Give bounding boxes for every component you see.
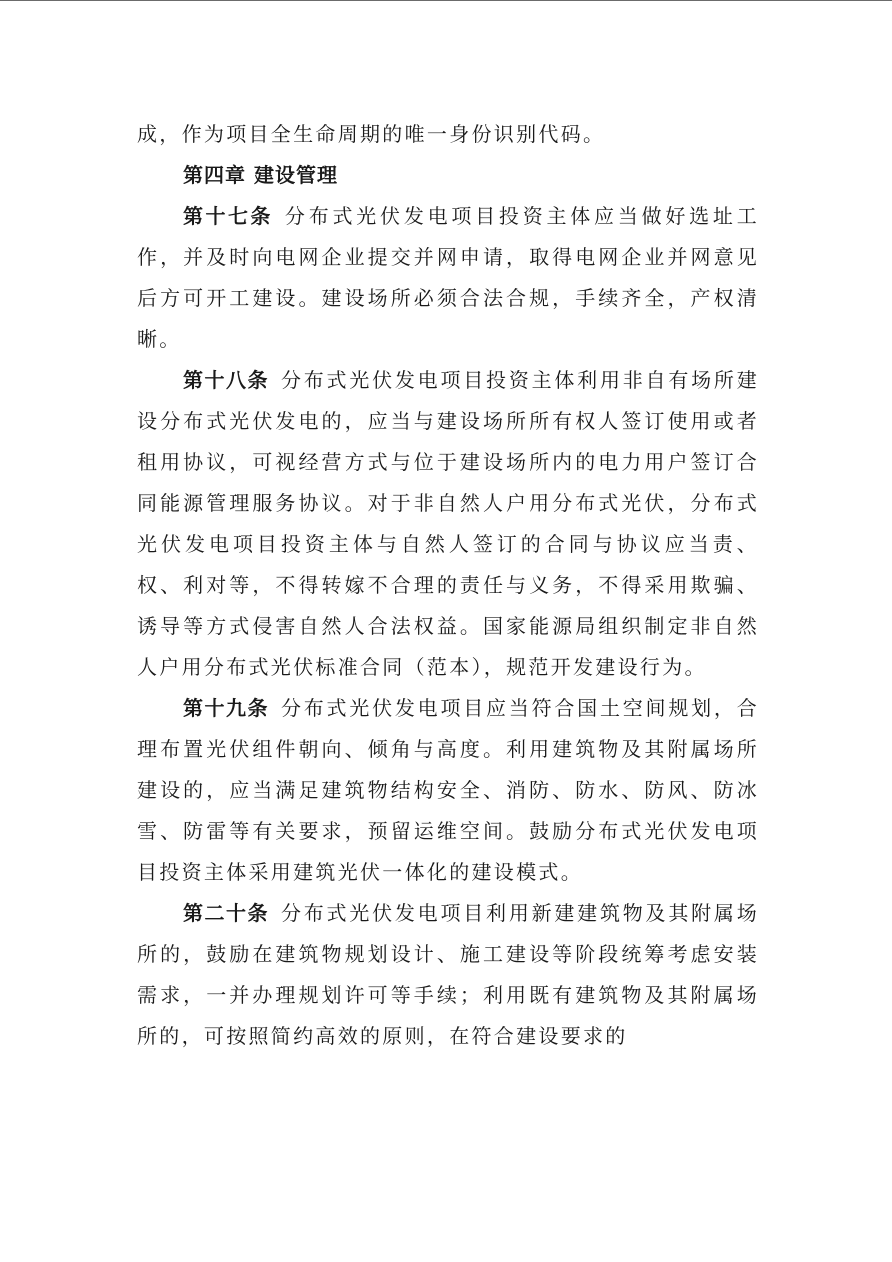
article-20	[137, 893, 759, 1057]
continuation-paragraph: 成，作为项目全生命周期的唯一身份识别代码。	[137, 122, 606, 146]
article-text: 分布式光伏发电项目利用新建建筑物及其附属场所的，鼓励在建筑物规划设计、施工建设等阶段统筹考虑安装需求，一并办理规划许可等手续；利用既有建筑物及其附属场所的，可按照简约高效的原则，在符合建设要求的	[137, 901, 759, 1048]
chapter-heading: 第四章 建设管理	[183, 163, 338, 187]
article-19	[137, 688, 759, 893]
article-number: 第二十条	[183, 901, 269, 925]
article-text: 分布式光伏发电项目投资主体利用非自有场所建设分布式光伏发电的，应当与建设场所所有权人签订使用或者租用协议，可视经营方式与位于建设场所内的电力用户签订合同能源管理服务协议。对于非自然人户用分布式光伏，分布式光伏发电项目投资主体与自然人签订的合同与协议应当责、权、利对等，不得转嫁不合理的责任与义务，不得采用欺骗、诱导等方式侵害自然人合法权益。国家能源局组织制定非自然人户用分布式光伏标准合同（范本），规范开发建设行为。	[137, 368, 759, 679]
page-top-border	[0, 0, 892, 1]
article-text: 分布式光伏发电项目投资主体应当做好选址工作，并及时向电网企业提交并网申请，取得电网企业并网意见后方可开工建设。建设场所必须合法合规，手续齐全，产权清晰。	[137, 204, 760, 351]
document-page	[137, 114, 759, 1057]
article-text: 分布式光伏发电项目应当符合国土空间规划，合理布置光伏组件朝向、倾角与高度。利用建筑物及其附属场所建设的，应当满足建筑物结构安全、消防、防水、防风、防冰雪、防雷等有关要求，预留运维空间。鼓励分布式光伏发电项目投资主体采用建筑光伏一体化的建设模式。	[137, 696, 759, 884]
article-18	[137, 360, 759, 688]
article-number: 第十七条	[183, 204, 273, 228]
article-number: 第十八条	[183, 368, 269, 392]
article-17	[137, 196, 759, 360]
article-number: 第十九条	[183, 696, 269, 720]
